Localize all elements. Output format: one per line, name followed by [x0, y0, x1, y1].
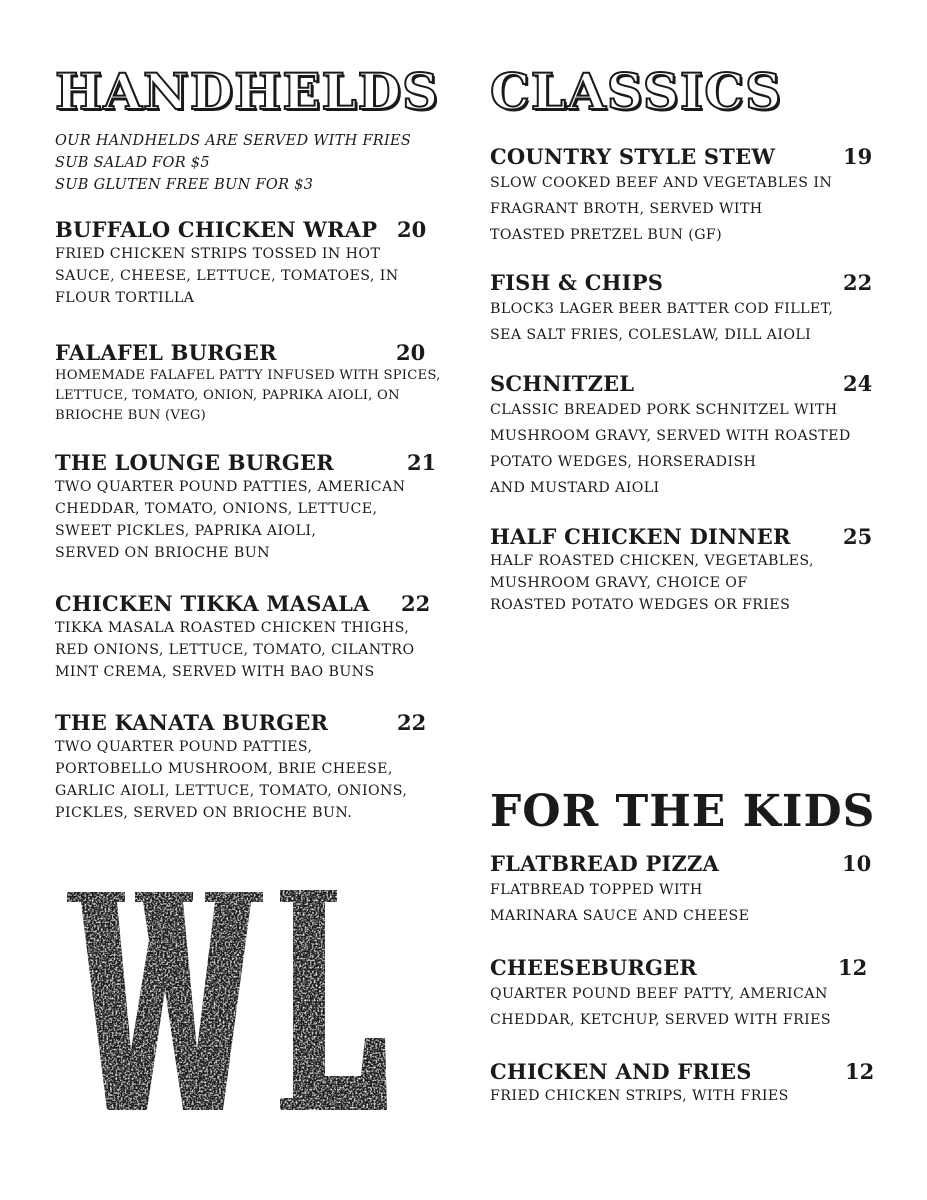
desc-line: SEA SALT FRIES, COLESLAW, DILL AIOLI [490, 327, 812, 343]
desc-line: QUARTER POUND BEEF PATTY, AMERICAN [490, 986, 828, 1002]
desc-line: MINT CREMA, SERVED WITH BAO BUNS [55, 664, 375, 680]
item-price: 24 [843, 371, 873, 396]
item-name: BUFFALO CHICKEN WRAP [55, 217, 378, 242]
item-price: 22 [397, 710, 427, 735]
desc-line: CHEDDAR, KETCHUP, SERVED WITH FRIES [490, 1012, 832, 1028]
item-name: CHICKEN AND FRIES [490, 1059, 752, 1084]
item-name: HALF CHICKEN DINNER [490, 524, 791, 549]
item-price: 12 [845, 1059, 875, 1084]
desc-line: LETTUCE, TOMATO, ONION, PAPRIKA AIOLI, ON [55, 388, 400, 403]
menu-item-falafel-burger [55, 340, 440, 426]
desc-line: PORTOBELLO MUSHROOM, BRIE CHEESE, [55, 761, 393, 777]
item-name: CHEESEBURGER [490, 955, 698, 980]
handhelds-title: HANDHELDS [55, 62, 440, 121]
item-price: 21 [407, 450, 437, 475]
desc-line: ROASTED POTATO WEDGES OR FRIES [490, 597, 791, 613]
desc-line: AND MUSTARD AIOLI [490, 480, 660, 496]
item-price: 22 [401, 591, 431, 616]
item-description [490, 981, 831, 1033]
menu-item-country-style-stew [490, 144, 873, 248]
item-description [55, 366, 440, 426]
desc-line: TOASTED PRETZEL BUN (GF) [490, 227, 723, 243]
desc-line: RED ONIONS, LETTUCE, TOMATO, CILANTRO [55, 642, 415, 658]
desc-line: FLATBREAD TOPPED WITH [490, 882, 703, 898]
menu-item-half-chicken-dinner [490, 524, 873, 616]
menu-item-chicken-and-fries [490, 1059, 875, 1107]
item-name: FALAFEL BURGER [55, 340, 277, 365]
item-description [490, 170, 832, 248]
desc-line: POTATO WEDGES, HORSERADISH [490, 454, 757, 470]
item-price: 25 [843, 524, 873, 549]
wl-logo-graphic [65, 880, 395, 1120]
item-description [55, 476, 406, 564]
desc-line: MUSHROOM GRAVY, CHOICE OF [490, 575, 748, 591]
handhelds-intro [55, 130, 411, 196]
item-description [55, 617, 415, 683]
menu-item-schnitzel [490, 371, 873, 501]
item-description [490, 550, 814, 616]
item-name: SCHNITZEL [490, 371, 635, 396]
desc-line: HALF ROASTED CHICKEN, VEGETABLES, [490, 553, 814, 569]
desc-line: HOMEMADE FALAFEL PATTY INFUSED WITH SPICES, [55, 368, 441, 383]
menu-item-fish-and-chips [490, 270, 873, 348]
desc-line: FRAGRANT BROTH, SERVED WITH [490, 201, 763, 217]
desc-line: TIKKA MASALA ROASTED CHICKEN THIGHS, [55, 620, 410, 636]
item-price: 19 [843, 144, 873, 169]
desc-line: GARLIC AIOLI, LETTUCE, TOMATO, ONIONS, [55, 783, 408, 799]
menu-item-flatbread-pizza [490, 851, 872, 929]
intro-line: SUB SALAD FOR $5 [55, 155, 210, 171]
item-description [490, 296, 833, 348]
desc-line: MUSHROOM GRAVY, SERVED WITH ROASTED [490, 428, 851, 444]
item-description [490, 397, 851, 501]
desc-line: CLASSIC BREADED PORK SCHNITZEL WITH [490, 402, 838, 418]
menu-item-the-kanata-burger [55, 710, 427, 824]
desc-line: TWO QUARTER POUND PATTIES, AMERICAN [55, 479, 406, 495]
item-description [55, 243, 399, 309]
desc-line: SLOW COOKED BEEF AND VEGETABLES IN [490, 175, 833, 191]
item-name: FLATBREAD PIZZA [490, 851, 720, 876]
desc-line: BLOCK3 LAGER BEER BATTER COD FILLET, [490, 301, 834, 317]
item-name: CHICKEN TIKKA MASALA [55, 591, 370, 616]
item-price: 20 [397, 217, 427, 242]
menu-item-cheeseburger [490, 955, 868, 1033]
item-name: FISH & CHIPS [490, 270, 664, 295]
desc-line: FRIED CHICKEN STRIPS TOSSED IN HOT [55, 246, 381, 262]
desc-line: SAUCE, CHEESE, LETTUCE, TOMATOES, IN [55, 268, 399, 284]
desc-line: BRIOCHE BUN (VEG) [55, 408, 206, 423]
desc-line: FLOUR TORTILLA [55, 290, 195, 306]
wl-logo [65, 880, 395, 1120]
item-price: 10 [842, 851, 872, 876]
menu-item-the-lounge-burger [55, 450, 437, 564]
item-description [490, 877, 749, 929]
menu-item-chicken-tikka-masala [55, 591, 431, 683]
item-description [55, 736, 407, 824]
item-name: COUNTRY STYLE STEW [490, 144, 776, 169]
item-description [490, 1085, 789, 1107]
intro-line: OUR HANDHELDS ARE SERVED WITH FRIES [55, 133, 412, 149]
desc-line: SWEET PICKLES, PAPRIKA AIOLI, [55, 523, 317, 539]
desc-line: TWO QUARTER POUND PATTIES, [55, 739, 313, 755]
desc-line: CHEDDAR, TOMATO, ONIONS, LETTUCE, [55, 501, 378, 517]
menu-item-buffalo-chicken-wrap [55, 217, 427, 309]
item-price: 22 [843, 270, 873, 295]
desc-line: FRIED CHICKEN STRIPS, WITH FRIES [490, 1088, 789, 1104]
desc-line: PICKLES, SERVED ON BRIOCHE BUN. [55, 805, 353, 821]
desc-line: SERVED ON BRIOCHE BUN [55, 545, 270, 561]
item-name: THE KANATA BURGER [55, 710, 329, 735]
item-price: 12 [838, 955, 868, 980]
classics-title: CLASSICS [490, 62, 783, 121]
intro-line: SUB GLUTEN FREE BUN FOR $3 [55, 177, 314, 193]
item-name: THE LOUNGE BURGER [55, 450, 334, 475]
kids-title: FOR THE KIDS [490, 786, 876, 837]
desc-line: MARINARA SAUCE AND CHEESE [490, 908, 750, 924]
item-price: 20 [396, 340, 426, 365]
